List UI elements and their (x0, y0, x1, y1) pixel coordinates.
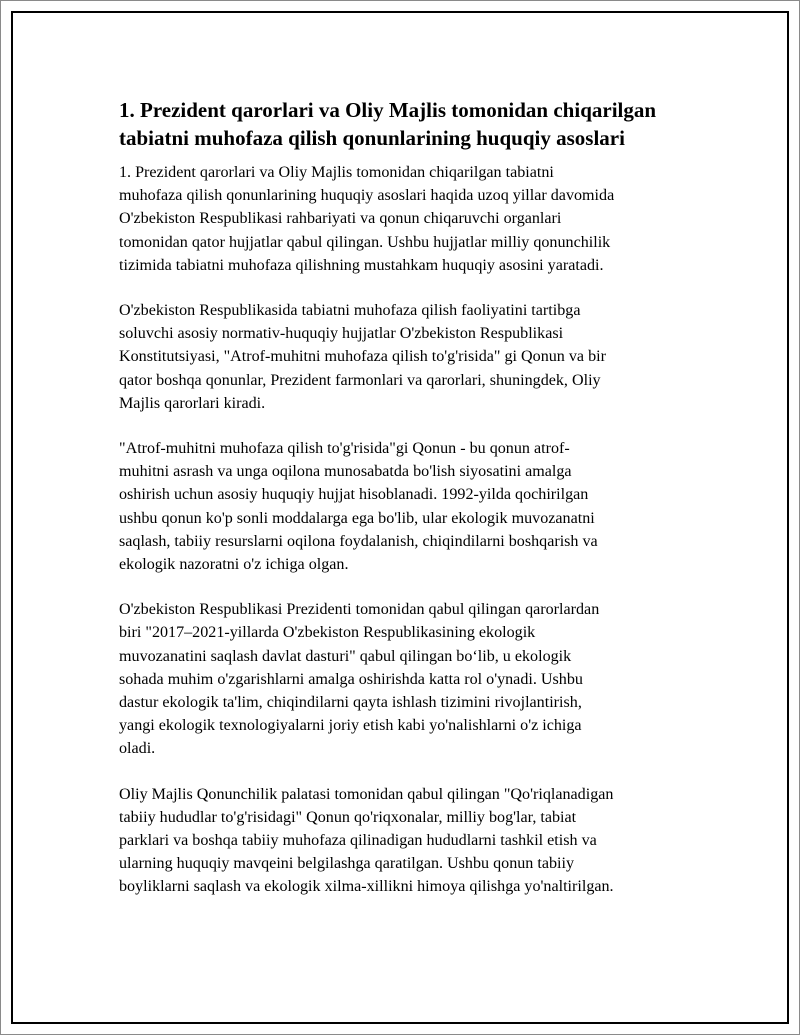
paragraph-line: sohada muhim o'zgarishlarni amalga oshirishda katta rol o'ynadi. Ushbu (119, 670, 583, 688)
paragraph-line: Majlis qarorlari kiradi. (119, 394, 266, 412)
paragraph-line: oshirish uchun asosiy huquqiy hujjat hisoblanadi. 1992-yilda qochirilgan (119, 486, 589, 504)
paragraph-line: O'zbekiston Respublikasida tabiatni muhofaza qilish faoliyatini tartibga (119, 302, 581, 320)
paragraph-line: muhofaza qilish qonunlarining huquqiy asoslari haqida uzoq yillar davomida (119, 187, 615, 205)
document-title (119, 96, 699, 152)
paragraph-line: O'zbekiston Respublikasi rahbariyati va qonun chiqaruvchi organlari (119, 210, 562, 228)
paragraph-line: 1. Prezident qarorlari va Oliy Majlis tomonidan chiqarilgan tabiatni (119, 164, 554, 181)
paragraph-line: qator boshqa qonunlar, Prezident farmonlari va qarorlari, shuningdek, Oliy (119, 371, 601, 389)
document-page (11, 11, 789, 1024)
paragraph-line: Oliy Majlis Qonunchilik palatasi tomonidan qabul qilingan "Qo'riqlanadigan (119, 785, 614, 803)
paragraph-line: saqlash, tabiiy resurslarni oqilona foydalanish, chiqindilarni boshqarish va (119, 532, 598, 550)
paragraph-line: parklari va boshqa tabiiy muhofaza qilinadigan hududlarni tashkil etish va (119, 832, 597, 850)
paragraph-line: ushbu qonun ko'p sonli moddalarga ega bo'lib, ular ekologik muvozanatni (119, 509, 595, 527)
paragraph-line: ekologik nazoratni o'z ichiga olgan. (119, 556, 349, 574)
title-line: 1. Prezident qarorlari va Oliy Majlis tomonidan chiqarilgan (119, 98, 657, 122)
paragraph-line: muvozanatini saqlash davlat dasturi" qabul qilingan bo‘lib, u ekologik (119, 647, 572, 665)
paragraph-line: Konstitutsiyasi, "Atrof-muhitni muhofaza qilish to'g'risida" gi Qonun va bir (119, 348, 606, 366)
title-line: tabiatni muhofaza qilish qonunlarining huquqiy asoslari (119, 126, 625, 150)
paragraph-protected-areas (119, 783, 699, 899)
paragraph-line: soluvchi asosiy normativ-huquqiy hujjatlar O'zbekiston Respublikasi (119, 325, 564, 343)
paragraph-line: muhitni asrash va unga oqilona munosabatda bo'lish siyosatini amalga (119, 463, 572, 481)
paragraph-line: O'zbekiston Respublikasi Prezidenti tomonidan qabul qilingan qarorlardan (119, 601, 600, 619)
paragraph-line: tomonidan qator hujjatlar qabul qilingan. Ushbu hujjatlar milliy qonunchilik (119, 233, 611, 251)
document-content (119, 96, 699, 921)
paragraph-line: biri "2017–2021-yillarda O'zbekiston Respublikasining ekologik (119, 624, 536, 642)
paragraph-line: oladi. (119, 740, 156, 758)
paragraph-line: ularning huquqiy mavqeini belgilashga qaratilgan. Ushbu qonun tabiiy (119, 855, 575, 873)
paragraph-line: dastur ekologik ta'lim, chiqindilarni qayta ishlash tizimini rivojlantirish, (119, 694, 582, 712)
paragraph-line: "Atrof-muhitni muhofaza qilish to'g'risida"gi Qonun - bu qonun atrof- (119, 440, 570, 458)
paragraph-environment-law (119, 437, 699, 576)
paragraph-line: tabiiy hududlar to'g'risidagi" Qonun qo'riqxonalar, milliy bog'lar, tabiat (119, 808, 577, 826)
paragraph-presidential-decree (119, 598, 699, 760)
paragraph-intro (119, 161, 699, 277)
paragraph-line: boyliklarni saqlash va ekologik xilma-xillikni himoya qilishga yo'naltirilgan. (119, 878, 614, 896)
paragraph-line: yangi ekologik texnologiyalarni joriy etish kabi yo'nalishlarni o'z ichiga (119, 717, 582, 735)
paragraph-legal-framework (119, 299, 699, 415)
paragraph-line: tizimida tabiatni muhofaza qilishning mustahkam huquqiy asosini yaratadi. (119, 256, 604, 274)
